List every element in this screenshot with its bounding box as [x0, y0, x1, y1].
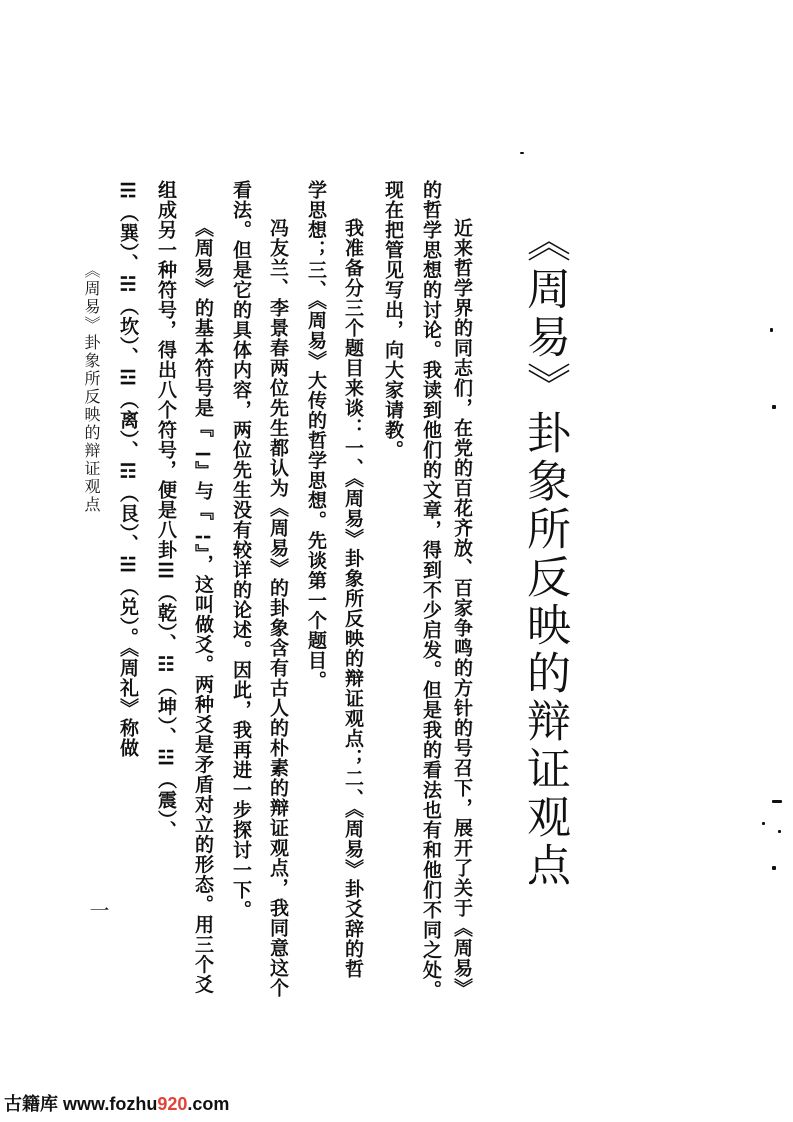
scan-speck: [778, 830, 781, 833]
body-column-5: 学思想；三、《周易》大传的哲学思想。先谈第一个题目。: [305, 180, 327, 691]
body-column-7: 看法。但是它的具体内容，两位先生没有较详的论述。因此，我再进一步探讨一下。: [230, 180, 252, 920]
scan-speck: [772, 866, 776, 870]
watermark-prefix: 古籍库 www.fozhu: [4, 1094, 158, 1114]
scan-speck: [762, 822, 765, 825]
body-column-3: 现在把管见写出，向大家请教。: [382, 180, 404, 460]
watermark-highlight: 920: [157, 1094, 188, 1114]
page-title: 《周易》卦象所反映的辩证观点: [519, 218, 570, 890]
body-column-2: 的哲学思想的讨论。我读到他们的文章，得到不少启发。但是我的看法也有和他们不同之处。: [420, 180, 442, 1000]
scan-speck: [520, 152, 524, 154]
body-column-10: ☴（巽）、☵（坎）、☲（离）、☶（艮）、☱（兑）。《周礼》称做: [117, 180, 139, 758]
body-column-1: 近来哲学界的同志们，在党的百花齐放、百家争鸣的方针的号召下，展开了关于《周易》: [451, 218, 473, 998]
page-number: 一: [86, 900, 110, 922]
body-column-9: 组成另一种符号，得出八个符号，便是八卦☰（乾）、☷（坤）、☳（震）、: [155, 180, 177, 841]
scan-speck: [772, 405, 776, 409]
body-column-4: 我准备分三个题目来谈：一、《周易》卦象所反映的辩证观点；二、《周易》卦爻辞的哲: [342, 218, 364, 979]
scan-speck: [770, 328, 773, 332]
running-head: 《周易》卦象所反映的辩证观点: [82, 262, 101, 514]
body-column-8: 《周易》的基本符号是『⚊』与『⚋』，这叫做爻。两种爻是矛盾对立的形态。用三个爻: [192, 218, 214, 995]
body-column-6: 冯友兰、李景春两位先生都认为《周易》的卦象含有古人的朴素的辩证观点，我同意这个: [267, 218, 289, 998]
scan-speck: [772, 800, 782, 803]
watermark-suffix: .com: [187, 1094, 230, 1114]
watermark: [4, 1090, 229, 1116]
